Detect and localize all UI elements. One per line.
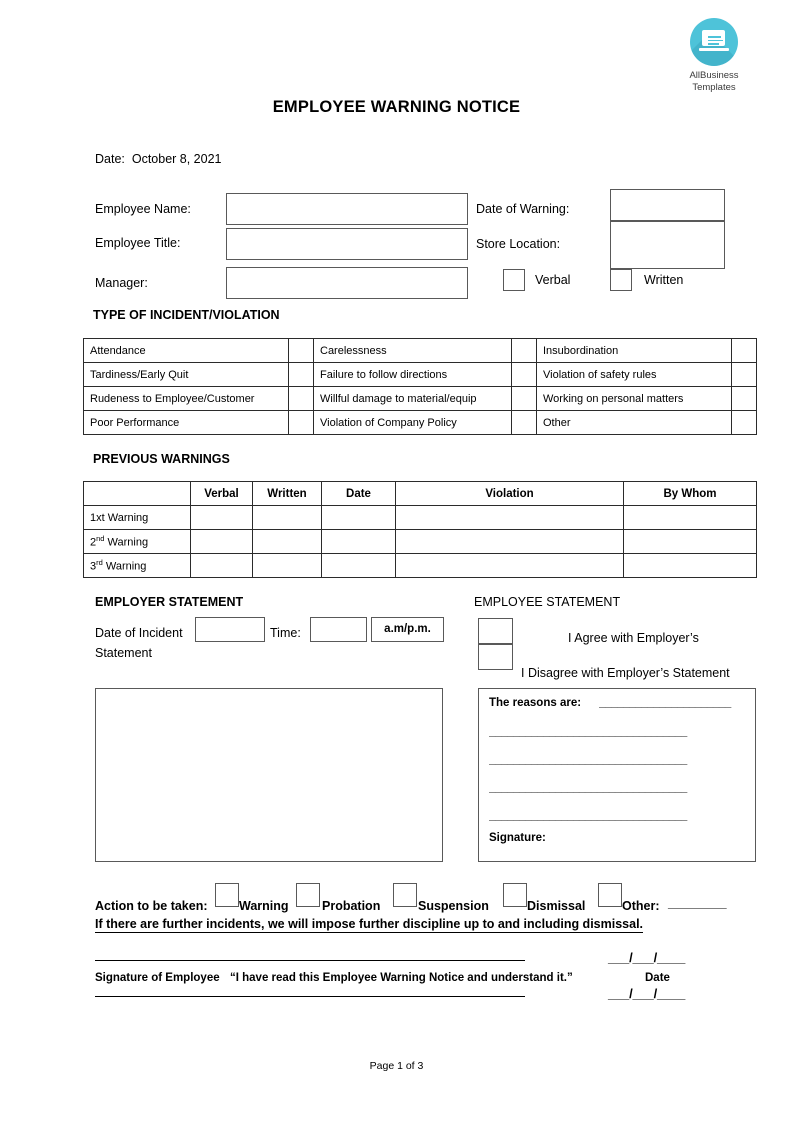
page-footer: Page 1 of 3 — [369, 1060, 424, 1072]
violation-row — [84, 387, 757, 411]
verbal-label: Verbal — [535, 273, 571, 287]
warn-row — [84, 530, 757, 554]
violation-checkbox-cell[interactable] — [289, 387, 314, 411]
page-title: EMPLOYEE WARNING NOTICE — [272, 98, 521, 116]
violation-row — [84, 363, 757, 387]
signature-date-blank[interactable]: ___/___/____ — [608, 950, 686, 965]
previous-warnings-table — [83, 481, 757, 578]
warn-col-header: Verbal — [191, 482, 253, 506]
laptop-icon — [699, 30, 729, 54]
ampm-label: a.m/p.m. — [384, 623, 431, 635]
action-checkbox-other[interactable] — [598, 883, 622, 907]
warn-input-cell[interactable] — [253, 530, 322, 554]
verbal-checkbox[interactable] — [503, 269, 525, 291]
violation-checkbox-cell[interactable] — [512, 363, 537, 387]
violation-label-cell: Insubordination — [537, 339, 732, 363]
employee-name-label: Employee Name: — [95, 202, 191, 216]
employee-name-field[interactable] — [226, 193, 468, 225]
agree-label: I Agree with Employer’s — [568, 631, 699, 645]
violation-label-cell: Rudeness to Employee/Customer — [84, 387, 289, 411]
action-checkbox-probation[interactable] — [296, 883, 320, 907]
violation-checkbox-cell[interactable] — [732, 387, 757, 411]
action-label-other: Other: — [622, 899, 660, 913]
warn-row-label: 1xt Warning — [84, 506, 191, 530]
warn-col-header: Date — [322, 482, 396, 506]
reasons-blank-1: _________________________________ — [489, 726, 687, 738]
disagree-label: I Disagree with Employer’s Statement — [521, 666, 730, 680]
store-location-label: Store Location: — [476, 237, 561, 251]
warn-input-cell[interactable] — [322, 530, 396, 554]
date-of-incident-field[interactable] — [195, 617, 265, 642]
warn-row — [84, 506, 757, 530]
violation-checkbox-cell[interactable] — [289, 411, 314, 435]
warn-input-cell[interactable] — [396, 506, 624, 530]
written-label: Written — [644, 273, 684, 287]
disagree-checkbox[interactable] — [478, 644, 513, 670]
allbusiness-templates-logo — [678, 18, 750, 93]
violation-label-cell: Working on personal matters — [537, 387, 732, 411]
violation-label-cell: Failure to follow directions — [314, 363, 512, 387]
warn-input-cell[interactable] — [322, 554, 396, 578]
warn-input-cell[interactable] — [191, 554, 253, 578]
statement-label: Statement — [95, 646, 152, 660]
date-of-warning-field[interactable] — [610, 189, 725, 221]
violation-checkbox-cell[interactable] — [512, 339, 537, 363]
logo-text-line2: Templates — [692, 81, 736, 93]
agree-checkbox[interactable] — [478, 618, 513, 644]
employee-statement-heading: EMPLOYEE STATEMENT — [474, 595, 621, 609]
warn-col-header: Written — [253, 482, 322, 506]
previous-warnings-heading: PREVIOUS WARNINGS — [93, 452, 230, 466]
violation-label-cell: Attendance — [84, 339, 289, 363]
action-label-dismissal: Dismissal — [527, 899, 586, 913]
violation-label-cell: Violation of safety rules — [537, 363, 732, 387]
violation-section-heading: TYPE OF INCIDENT/VIOLATION — [93, 308, 280, 322]
warn-input-cell[interactable] — [191, 530, 253, 554]
employee-signature-label: Signature: — [489, 832, 546, 844]
signature-date-label: Date — [645, 972, 670, 984]
manager-field[interactable] — [226, 267, 468, 299]
employee-signature-quote: “I have read this Employee Warning Notice and understand it.” — [230, 972, 573, 984]
violation-label-cell: Other — [537, 411, 732, 435]
warn-input-cell[interactable] — [624, 530, 757, 554]
violation-checkbox-cell[interactable] — [512, 411, 537, 435]
warn-input-cell[interactable] — [624, 554, 757, 578]
action-label-suspension: Suspension — [418, 899, 489, 913]
action-prompt: Action to be taken: — [95, 899, 208, 913]
laptop-base — [699, 48, 729, 51]
warn-input-cell[interactable] — [191, 506, 253, 530]
secondary-signature-line[interactable] — [95, 996, 525, 997]
warn-input-cell[interactable] — [624, 506, 757, 530]
logo-text-line1: AllBusiness — [689, 70, 739, 81]
employer-statement-heading: EMPLOYER STATEMENT — [95, 595, 244, 609]
violation-label-cell: Carelessness — [314, 339, 512, 363]
employer-statement-textarea[interactable] — [95, 688, 443, 862]
violation-row — [84, 411, 757, 435]
violation-label-cell: Tardiness/Early Quit — [84, 363, 289, 387]
employee-title-label: Employee Title: — [95, 236, 181, 250]
violation-row — [84, 339, 757, 363]
date-of-warning-label: Date of Warning: — [476, 202, 570, 216]
action-checkbox-dismissal[interactable] — [503, 883, 527, 907]
warn-input-cell[interactable] — [253, 506, 322, 530]
action-label-probation: Probation — [322, 899, 381, 913]
warn-row — [84, 554, 757, 578]
employee-signature-line[interactable] — [95, 960, 525, 961]
reasons-blank-2: _________________________________ — [489, 754, 687, 766]
employee-reasons-box[interactable] — [478, 688, 756, 862]
violation-label-cell: Poor Performance — [84, 411, 289, 435]
date-label: Date: — [95, 152, 125, 166]
warn-col-header: Violation — [396, 482, 624, 506]
manager-label: Manager: — [95, 276, 148, 290]
violation-label-cell: Willful damage to material/equip — [314, 387, 512, 411]
warn-row-label: 2nd Warning — [84, 530, 191, 554]
warn-col-blank — [84, 482, 191, 506]
action-checkbox-suspension[interactable] — [393, 883, 417, 907]
action-checkbox-warning[interactable] — [215, 883, 239, 907]
reasons-blank-3: _________________________________ — [489, 782, 687, 794]
violation-checkbox-cell[interactable] — [289, 339, 314, 363]
warn-col-header: By Whom — [624, 482, 757, 506]
time-field[interactable] — [310, 617, 367, 642]
action-label-warning: Warning — [239, 899, 289, 913]
secondary-date-blank[interactable]: ___/___/____ — [608, 986, 686, 1001]
logo-circle-icon — [690, 18, 738, 66]
warn-input-cell[interactable] — [396, 554, 624, 578]
reasons-blank-4: _________________________________ — [489, 810, 687, 822]
violation-checkbox-cell[interactable] — [732, 339, 757, 363]
ampm-box[interactable] — [371, 617, 444, 642]
employee-title-field[interactable] — [226, 228, 468, 260]
laptop-screen — [702, 30, 725, 46]
warn-input-cell[interactable] — [396, 530, 624, 554]
written-checkbox[interactable] — [610, 269, 632, 291]
document-date — [95, 152, 222, 166]
action-other-blank: _________ — [668, 896, 727, 910]
reasons-blank-0: ______________________ — [599, 697, 731, 709]
date-of-incident-label: Date of Incident — [95, 626, 183, 640]
reasons-label: The reasons are: — [489, 697, 582, 709]
signature-of-employee-caption: Signature of Employee — [95, 972, 220, 984]
violation-table — [83, 338, 757, 435]
store-location-field[interactable] — [610, 221, 725, 269]
violation-label-cell: Violation of Company Policy — [314, 411, 512, 435]
date-value: October 8, 2021 — [131, 152, 222, 166]
time-label: Time: — [270, 626, 301, 640]
warn-row-label: 3rd Warning — [84, 554, 191, 578]
further-incidents-notice: If there are further incidents, we will impose further discipline up to and including dismissal. — [95, 917, 644, 931]
violation-checkbox-cell[interactable] — [289, 363, 314, 387]
violation-checkbox-cell[interactable] — [732, 411, 757, 435]
violation-checkbox-cell[interactable] — [732, 363, 757, 387]
violation-checkbox-cell[interactable] — [512, 387, 537, 411]
warn-input-cell[interactable] — [253, 554, 322, 578]
warn-input-cell[interactable] — [322, 506, 396, 530]
